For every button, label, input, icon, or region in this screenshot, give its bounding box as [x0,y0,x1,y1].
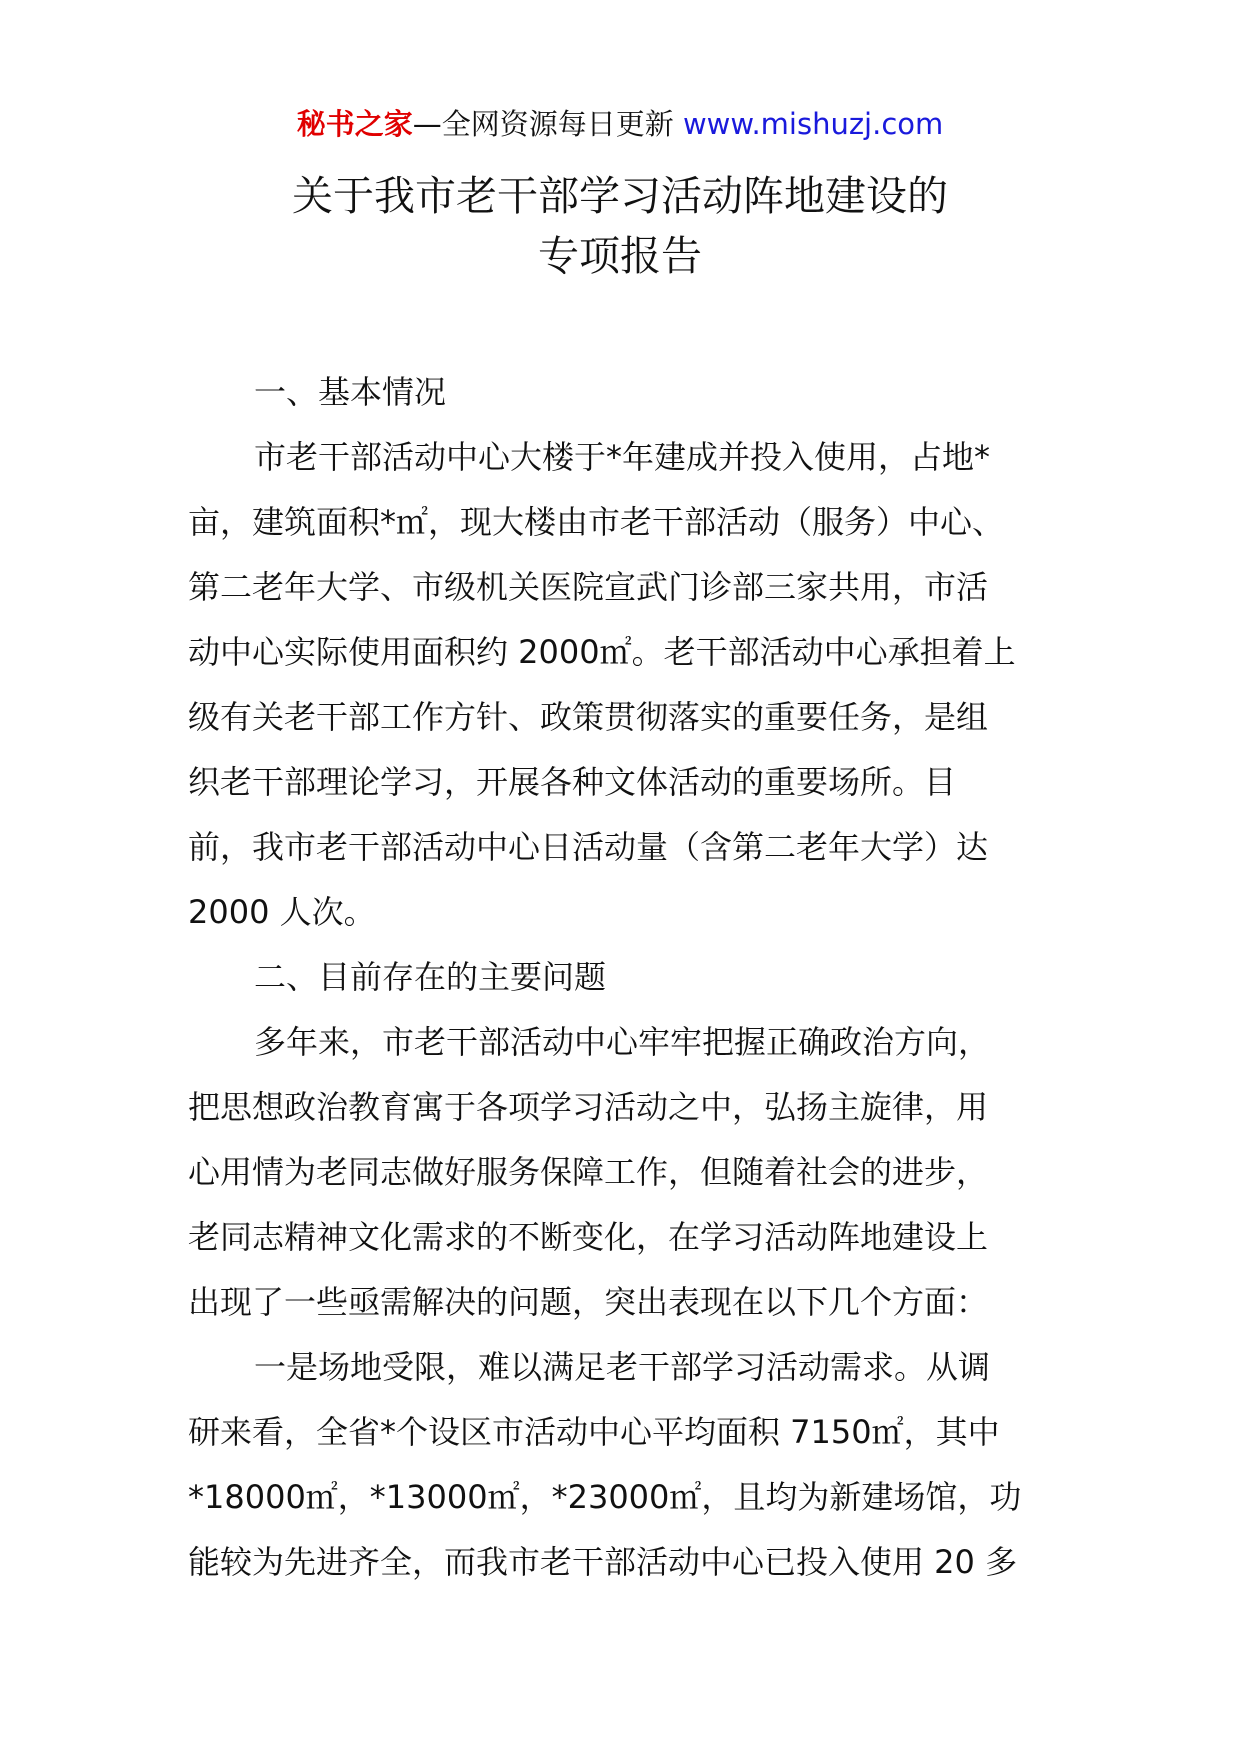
document-title [0,166,1240,286]
body-line: 一是场地受限，难以满足老干部学习活动需求。从调 [254,1348,991,1386]
body-line: 研来看，全省*个设区市活动中心平均面积 7150㎡，其中 [188,1413,1000,1451]
body-line: 多年来，市老干部活动中心牢牢把握正确政治方向， [254,1023,991,1061]
body-line: 动中心实际使用面积约 2000㎡。老干部活动中心承担着上 [188,633,1016,671]
header-tagline: —全网资源每日更新 [412,107,683,141]
body-line: 老同志精神文化需求的不断变化，在学习活动阵地建设上 [188,1218,989,1256]
body-line: 亩，建筑面积*㎡，现大楼由市老干部活动（服务）中心、 [188,503,1005,541]
body-line: 级有关老干部工作方针、政策贯彻落实的重要任务，是组 [188,698,989,736]
body-line: 2000 人次。 [188,893,376,931]
site-header [0,104,1240,144]
brand-name: 秘书之家 [296,107,413,141]
body-line: 出现了一些亟需解决的问题，突出表现在以下几个方面： [188,1283,989,1321]
body-line: 前，我市老干部活动中心日活动量（含第二老年大学）达 [188,828,989,866]
body-line: 能较为先进齐全，而我市老干部活动中心已投入使用 20 多 [188,1543,1018,1581]
body-line: 第二老年大学、市级机关医院宣武门诊部三家共用，市活 [188,568,989,606]
body-line: 把思想政治教育寓于各项学习活动之中，弘扬主旋律，用 [188,1088,989,1126]
section-heading-problems: 二、目前存在的主要问题 [254,958,607,996]
body-line: 织老干部理论学习，开展各种文体活动的重要场所。目 [188,763,957,801]
title-line-2: 专项报告 [538,232,702,280]
document-body [188,360,1058,1595]
section-heading-basic: 一、基本情况 [254,373,447,411]
body-line: *18000㎡，*13000㎡，*23000㎡，且均为新建场馆，功 [188,1478,1022,1516]
title-line-1: 关于我市老干部学习活动阵地建设的 [292,172,948,220]
body-line: 市老干部活动中心大楼于*年建成并投入使用，占地* [254,438,991,476]
body-line: 心用情为老同志做好服务保障工作，但随着社会的进步， [188,1153,989,1191]
site-url-link[interactable]: www.mishuzj.com [682,107,944,141]
